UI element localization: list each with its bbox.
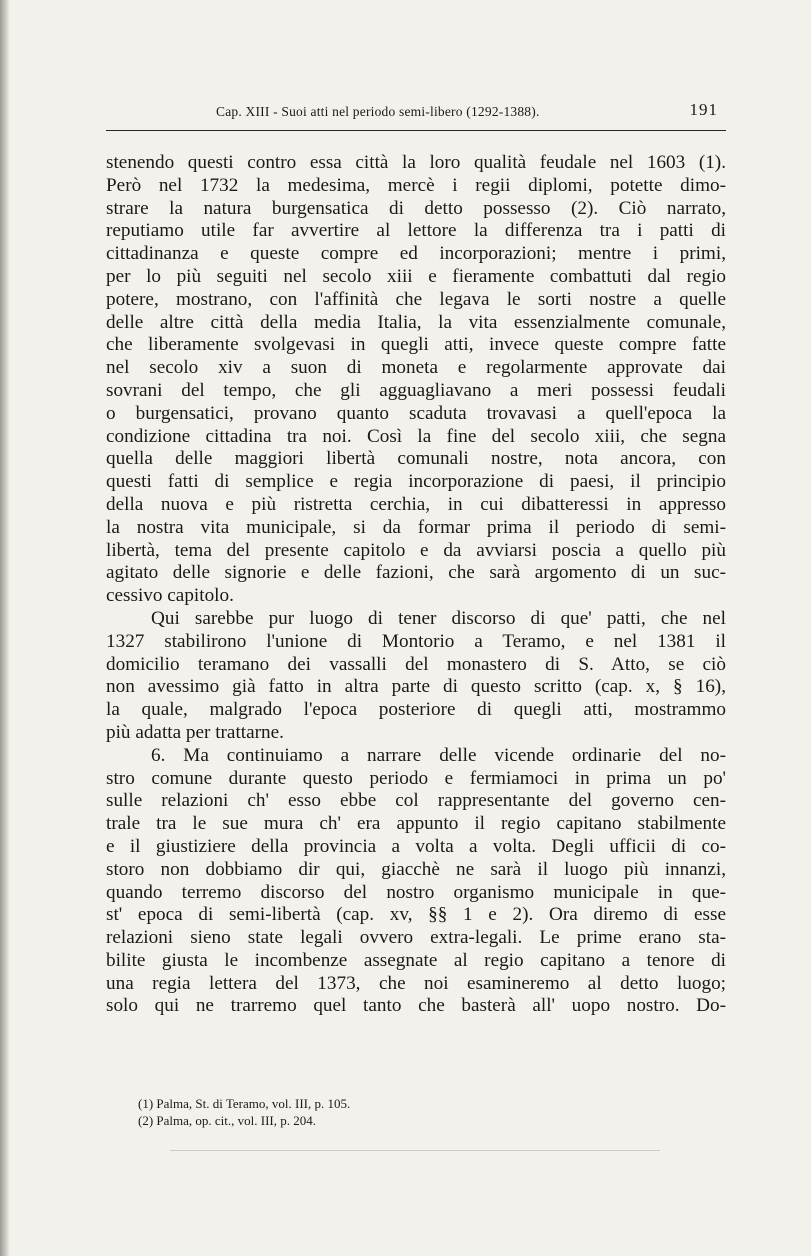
text-line: per lo più seguiti nel secolo xiii e fieramente combattuti dal regio: [106, 265, 726, 287]
text-line: storo non dobbiamo dir qui, giacchè ne sarà il luogo più innanzi,: [106, 858, 726, 880]
page-binding-shadow: [0, 0, 10, 1256]
text-line: la nostra vita municipale, si da formar prima il periodo di semi-: [106, 516, 726, 538]
text-line: condizione cittadina tra noi. Così la fine del secolo xiii, che segna: [106, 425, 726, 447]
text-line: quella delle maggiori libertà comunali nostre, nota ancora, con: [106, 448, 726, 470]
paragraph-start-line: 6. Ma continuiamo a narrare delle vicende ordinarie del no-: [151, 744, 726, 766]
text-line: quando terremo discorso del nostro organismo municipale in que-: [106, 881, 726, 903]
paragraph-end-line: cessivo capitolo.: [106, 585, 234, 607]
text-line: potere, mostrano, con l'affinità che legava le sorti nostre a quelle: [106, 288, 726, 310]
text-line: 1327 stabilirono l'unione di Montorio a Teramo, e nel 1381 il: [106, 630, 726, 652]
text-line: stro comune durante questo periodo e fermiamoci in prima un po': [106, 767, 726, 789]
text-line: sovrani del tempo, che gli agguagliavano a meri possessi feudali: [106, 379, 726, 401]
text-line: nel secolo xiv a suon di moneta e regolarmente approvate dai: [106, 357, 726, 379]
page-number: 191: [689, 100, 718, 119]
text-line: strare la natura burgensatica di detto possesso (2). Ciò narrato,: [106, 197, 726, 219]
text-line: sulle relazioni ch' esso ebbe col rappresentante del governo cen-: [106, 790, 726, 812]
paragraph-end-line: più adatta per trattarne.: [106, 721, 284, 743]
text-line: stenendo questi contro essa città la loro qualità feudale nel 1603 (1).: [106, 152, 726, 173]
text-line: agitato delle signorie e delle fazioni, che sarà argomento di un suc-: [106, 562, 726, 584]
text-line: della nuova e più ristretta cerchia, in cui dibatteressi in appresso: [106, 493, 726, 515]
body-text: [106, 152, 726, 1018]
running-head: Cap. XIII - Suoi atti nel periodo semi-libero (1292-1388).: [216, 104, 540, 119]
text-line: domicilio teramano dei vassalli del monastero di S. Atto, se ciò: [106, 653, 726, 675]
text-line: o burgensatici, provano quanto scaduta trovavasi a quell'epoca la: [106, 402, 726, 424]
page-header: [106, 100, 726, 131]
footnote: (1) Palma, St. di Teramo, vol. III, p. 105.: [138, 1096, 351, 1111]
footnotes: [138, 1095, 698, 1129]
text-line: che liberamente svolgevasi in quegli atti, invece queste compre fatte: [106, 334, 726, 356]
text-line: questi fatti di semplice e regia incorporazione di paesi, il principio: [106, 471, 726, 493]
text-line: non avessimo già fatto in altra parte di questo scritto (cap. x, § 16),: [106, 676, 726, 698]
paragraph-start-line: Qui sarebbe pur luogo di tener discorso di que' patti, che nel: [151, 607, 726, 629]
text-line: cittadinanza e queste compre ed incorporazioni; mentre i primi,: [106, 243, 726, 265]
text-line: reputiamo utile far avvertire al lettore la differenza tra i patti di: [106, 220, 726, 242]
text-line: bilite giusta le incombenze assegnate al regio capitano a tenore di: [106, 949, 726, 971]
text-line: trale tra le sue mura ch' era appunto il regio capitano stabilmente: [106, 813, 726, 835]
text-line: Però nel 1732 la medesima, mercè i regii diplomi, potette dimo-: [106, 174, 726, 196]
text-line: e il giustiziere della provincia a volta a volta. Degli ufficii di co-: [106, 835, 726, 857]
text-line: libertà, tema del presente capitolo e da avviarsi poscia a quello più: [106, 539, 726, 561]
show-through-rule: [170, 1150, 660, 1151]
text-line: la quale, malgrado l'epoca posteriore di quegli atti, mostrammo: [106, 699, 726, 721]
footnote: (2) Palma, op. cit., vol. III, p. 204.: [138, 1113, 316, 1128]
text-line: una regia lettera del 1373, che noi esamineremo al detto luogo;: [106, 972, 726, 994]
text-line: delle altre città della media Italia, la vita essenzialmente comunale,: [106, 311, 726, 333]
text-line: relazioni sieno state legali ovvero extra-legali. Le prime erano sta-: [106, 927, 726, 949]
text-line: st' epoca di semi-libertà (cap. xv, §§ 1 e 2). Ora diremo di esse: [106, 904, 726, 926]
text-line: solo qui ne trarremo quel tanto che basterà all' uopo nostro. Do-: [106, 995, 726, 1017]
